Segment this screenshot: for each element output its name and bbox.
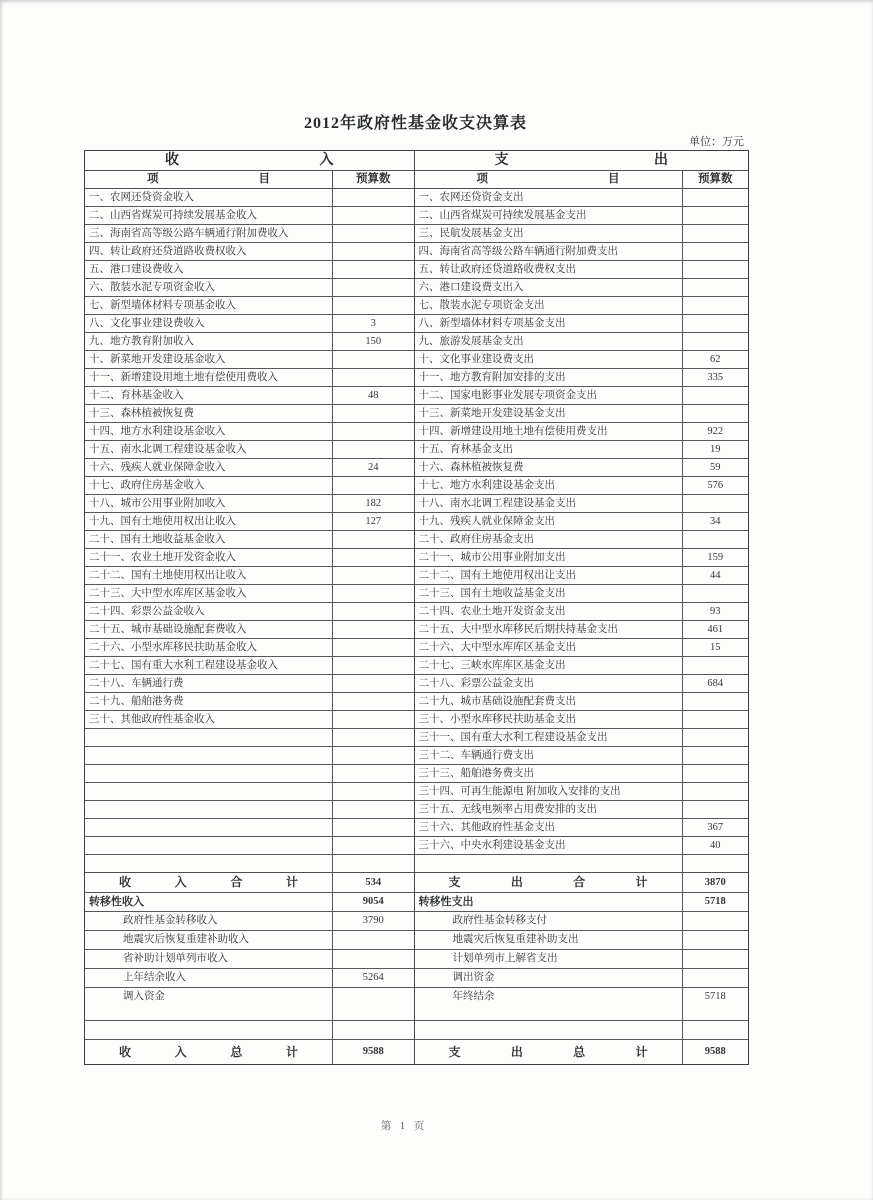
blank-row (85, 1006, 414, 1021)
table-row (415, 513, 749, 531)
row-value (683, 855, 749, 872)
row-label: 二十九、船舶港务费 (85, 693, 333, 710)
table-subrow (415, 912, 749, 931)
row-label: 二十五、大中型水库移民后期扶持基金支出 (415, 621, 683, 638)
row-value (333, 603, 414, 620)
row-value (683, 747, 749, 764)
row-value (683, 693, 749, 710)
row-label (85, 729, 333, 746)
table-row (415, 459, 749, 477)
expense-subheader (415, 171, 749, 189)
row-value: 576 (707, 480, 724, 491)
expense-grand-label: 支出总计 (415, 1040, 683, 1064)
table-row (415, 765, 749, 783)
row-value (333, 207, 414, 224)
table-row (85, 801, 414, 819)
table-row (85, 423, 414, 441)
subrow-value (683, 931, 749, 949)
table-row (85, 243, 414, 261)
row-value (333, 747, 414, 764)
row-label: 三十三、船舶港务费支出 (415, 765, 683, 782)
row-value (683, 207, 749, 224)
subrow-label: 计划单列市上解省支出 (415, 950, 683, 968)
expense-grand-value: 9588 (704, 1046, 726, 1057)
row-value: 461 (707, 624, 724, 635)
transfer-expense-row (415, 893, 749, 912)
income-subheader (85, 171, 414, 189)
row-value (333, 243, 414, 260)
row-label: 三十一、国有重大水利工程建设基金支出 (415, 729, 683, 746)
subrow-value: 5718 (704, 991, 726, 1002)
budget-table (84, 150, 749, 1065)
row-value (333, 837, 414, 854)
subrow-label: 地震灾后恢复重建补助支出 (415, 931, 683, 949)
row-label: 十一、地方教育附加安排的支出 (415, 369, 683, 386)
income-item-header: 项目 (85, 171, 333, 188)
row-label: 十六、森林植被恢复费 (415, 459, 683, 476)
table-row (415, 387, 749, 405)
table-row (415, 315, 749, 333)
subrow-label: 上年结余收入 (85, 969, 333, 987)
subrow-label: 地震灾后恢复重建补助收入 (85, 931, 333, 949)
transfer-income-subrows (85, 912, 414, 1006)
row-value: 159 (707, 552, 724, 563)
table-subrow (415, 931, 749, 950)
row-label: 十六、残疾人就业保障金收入 (85, 459, 333, 476)
row-label: 二十四、彩票公益金收入 (85, 603, 333, 620)
page-title: 2012年政府性基金收支决算表 (303, 115, 527, 132)
row-value (333, 279, 414, 296)
row-value: 59 (710, 462, 721, 473)
row-value: 182 (365, 498, 382, 509)
table-row (415, 639, 749, 657)
table-row (85, 189, 414, 207)
row-value (333, 297, 414, 314)
table-row (85, 567, 414, 585)
table-row (415, 855, 749, 872)
table-row (85, 855, 414, 872)
expense-budget-header: 预算数 (698, 173, 733, 185)
table-row (85, 657, 414, 675)
row-label: 二十二、国有土地使用权出让支出 (415, 567, 683, 584)
blank-row (415, 1006, 749, 1021)
row-label: 八、文化事业建设费收入 (85, 315, 333, 332)
row-label: 二十五、城市基础设施配套费收入 (85, 621, 333, 638)
table-row (85, 495, 414, 513)
expense-rows (415, 189, 749, 872)
income-section (85, 151, 414, 1064)
expense-total-row (415, 872, 749, 893)
row-label: 十四、地方水利建设基金收入 (85, 423, 333, 440)
row-label: 五、转让政府还贷道路收费权支出 (415, 261, 683, 278)
table-row (85, 585, 414, 603)
table-row (85, 765, 414, 783)
table-row (85, 297, 414, 315)
row-label: 十四、新增建设用地土地有偿使用费支出 (415, 423, 683, 440)
row-value: 24 (368, 462, 379, 473)
row-label: 二十六、大中型水库库区基金支出 (415, 639, 683, 656)
row-label: 三十六、中央水利建设基金支出 (415, 837, 683, 854)
expense-grand-row (415, 1040, 749, 1064)
table-row (415, 585, 749, 603)
row-value (683, 261, 749, 278)
subrow-value: 3790 (362, 915, 384, 926)
blank-row (415, 1021, 749, 1040)
row-label: 二十、国有土地收益基金收入 (85, 531, 333, 548)
income-total-label: 收入合计 (85, 873, 333, 892)
subrow-label: 省补助计划单列市收入 (85, 950, 333, 968)
subrow-value (333, 931, 414, 949)
row-value (333, 405, 414, 422)
row-value: 3 (370, 318, 376, 329)
row-value: 93 (710, 606, 721, 617)
row-label: 十、文化事业建设费支出 (415, 351, 683, 368)
row-label: 五、港口建设费收入 (85, 261, 333, 278)
row-value (683, 783, 749, 800)
row-value (333, 531, 414, 548)
table-row (85, 405, 414, 423)
row-label: 二十四、农业土地开发资金支出 (415, 603, 683, 620)
row-label: 二十三、大中型水库库区基金收入 (85, 585, 333, 602)
row-label: 二十六、小型水库移民扶助基金收入 (85, 639, 333, 656)
row-value (333, 567, 414, 584)
row-label: 三、民航发展基金支出 (415, 225, 683, 242)
row-label: 一、农网还贷资金支出 (415, 189, 683, 206)
row-label: 十九、残疾人就业保障金支出 (415, 513, 683, 530)
row-label: 三十四、可再生能源电 附加收入安排的支出 (415, 783, 683, 800)
table-row (415, 495, 749, 513)
row-value: 150 (365, 336, 382, 347)
income-grand-value: 9588 (362, 1046, 384, 1057)
table-row (85, 837, 414, 855)
row-label: 四、海南省高等级公路车辆通行附加费支出 (415, 243, 683, 260)
row-value (333, 261, 414, 278)
row-label (415, 855, 683, 872)
table-row (415, 657, 749, 675)
row-label (85, 801, 333, 818)
table-row (85, 207, 414, 225)
row-value (333, 675, 414, 692)
income-budget-header: 预算数 (356, 173, 391, 185)
table-subrow (85, 950, 414, 969)
table-row (85, 675, 414, 693)
row-value (683, 387, 749, 404)
row-value (333, 639, 414, 656)
table-row (85, 513, 414, 531)
table-row (415, 477, 749, 495)
row-label: 二十八、彩票公益金支出 (415, 675, 683, 692)
row-value (683, 315, 749, 332)
table-row (85, 459, 414, 477)
row-label: 二十、政府住房基金支出 (415, 531, 683, 548)
row-value (683, 225, 749, 242)
table-row (415, 801, 749, 819)
row-value (683, 333, 749, 350)
table-subrow (85, 969, 414, 988)
row-label: 九、地方教育附加收入 (85, 333, 333, 350)
table-row (415, 819, 749, 837)
row-value: 48 (368, 390, 379, 401)
table-row (85, 603, 414, 621)
row-label: 九、旅游发展基金支出 (415, 333, 683, 350)
row-label: 十七、政府住房基金收入 (85, 477, 333, 494)
table-row (85, 369, 414, 387)
income-total-value: 534 (365, 877, 382, 888)
row-label: 二、山西省煤炭可持续发展基金收入 (85, 207, 333, 224)
row-value (683, 531, 749, 548)
table-row (85, 225, 414, 243)
row-label (85, 765, 333, 782)
table-row (415, 747, 749, 765)
table-row (415, 207, 749, 225)
row-label: 十二、国家电影事业发展专项资金支出 (415, 387, 683, 404)
subrow-label: 政府性基金转移收入 (85, 912, 333, 930)
row-value (683, 405, 749, 422)
expense-item-header: 项目 (415, 171, 683, 188)
row-value (683, 297, 749, 314)
subrow-value (333, 950, 414, 968)
income-header: 收入 (85, 151, 414, 171)
row-label: 十三、森林植被恢复费 (85, 405, 333, 422)
subrow-label: 年终结余 (415, 988, 683, 1006)
row-value (683, 765, 749, 782)
table-subrow (415, 988, 749, 1006)
table-row (415, 603, 749, 621)
row-label: 三十五、无线电频率占用费安排的支出 (415, 801, 683, 818)
table-row (415, 297, 749, 315)
row-label: 十七、地方水利建设基金支出 (415, 477, 683, 494)
row-value (333, 765, 414, 782)
row-value (683, 711, 749, 728)
table-row (85, 729, 414, 747)
row-value: 34 (710, 516, 721, 527)
transfer-income-value: 9054 (362, 896, 384, 907)
table-row (85, 315, 414, 333)
table-row (415, 225, 749, 243)
table-row (85, 441, 414, 459)
row-value (333, 351, 414, 368)
row-value (333, 369, 414, 386)
row-label: 十八、南水北调工程建设基金支出 (415, 495, 683, 512)
row-value (333, 549, 414, 566)
table-subrow (85, 931, 414, 950)
row-value (683, 657, 749, 674)
row-value (683, 585, 749, 602)
row-label: 十一、新增建设用地土地有偿使用费收入 (85, 369, 333, 386)
table-row (85, 549, 414, 567)
table-row (415, 531, 749, 549)
subrow-value (683, 950, 749, 968)
row-label (85, 855, 333, 872)
table-subrow (85, 912, 414, 931)
table-row (415, 423, 749, 441)
table-row (415, 261, 749, 279)
transfer-expense-label: 转移性支出 (415, 893, 683, 911)
income-grand-label: 收入总计 (85, 1040, 333, 1064)
row-value (333, 585, 414, 602)
table-row (415, 351, 749, 369)
row-value: 922 (707, 426, 724, 437)
row-value (683, 495, 749, 512)
table-row (85, 621, 414, 639)
row-label: 二十九、城市基础设施配套费支出 (415, 693, 683, 710)
row-label (85, 819, 333, 836)
row-value: 40 (710, 840, 721, 851)
row-label: 四、转让政府还贷道路收费权收入 (85, 243, 333, 260)
table-row (415, 405, 749, 423)
transfer-income-row (85, 893, 414, 912)
row-value (333, 189, 414, 206)
row-value (683, 189, 749, 206)
row-label: 十、新菜地开发建设基金收入 (85, 351, 333, 368)
row-label: 十五、育林基金支出 (415, 441, 683, 458)
table-row (415, 675, 749, 693)
row-label (85, 783, 333, 800)
row-value: 335 (707, 372, 724, 383)
row-label: 三十、小型水库移民扶助基金支出 (415, 711, 683, 728)
table-row (415, 783, 749, 801)
row-label: 三十六、其他政府性基金支出 (415, 819, 683, 836)
subrow-value (683, 912, 749, 930)
row-label: 三、海南省高等级公路车辆通行附加费收入 (85, 225, 333, 242)
table-subrow (415, 950, 749, 969)
table-row (85, 351, 414, 369)
table-row (415, 711, 749, 729)
table-row (85, 711, 414, 729)
income-total-row (85, 872, 414, 893)
row-value: 62 (710, 354, 721, 365)
row-value (333, 801, 414, 818)
row-value (333, 441, 414, 458)
row-label: 六、港口建设费支出入 (415, 279, 683, 296)
row-label: 十八、城市公用事业附加收入 (85, 495, 333, 512)
row-value (683, 279, 749, 296)
row-value (683, 801, 749, 818)
table-row (415, 837, 749, 855)
subrow-value (333, 988, 414, 1006)
row-label: 十二、育林基金收入 (85, 387, 333, 404)
income-rows (85, 189, 414, 872)
blank-row (85, 1021, 414, 1040)
expense-section (414, 151, 749, 1064)
table-row (85, 747, 414, 765)
row-value (683, 729, 749, 746)
page-number: 第 1 页 (380, 1121, 428, 1132)
table-row (415, 243, 749, 261)
expense-total-label: 支出合计 (415, 873, 683, 892)
row-value (333, 693, 414, 710)
row-label: 三十、其他政府性基金收入 (85, 711, 333, 728)
row-value (333, 783, 414, 800)
table-subrow (85, 988, 414, 1006)
table-row (85, 477, 414, 495)
table-row (415, 441, 749, 459)
expense-header: 支出 (415, 151, 749, 171)
row-label: 十五、南水北调工程建设基金收入 (85, 441, 333, 458)
unit-label: 单位：万元 (689, 136, 744, 148)
table-row (415, 333, 749, 351)
row-value: 44 (710, 570, 721, 581)
row-value (333, 225, 414, 242)
row-value: 127 (365, 516, 382, 527)
row-value: 367 (707, 822, 724, 833)
subrow-label: 政府性基金转移支付 (415, 912, 683, 930)
row-label: 三十二、车辆通行费支出 (415, 747, 683, 764)
row-value (333, 423, 414, 440)
row-label: 二十三、国有土地收益基金支出 (415, 585, 683, 602)
table-row (85, 693, 414, 711)
row-value: 684 (707, 678, 724, 689)
table-row (415, 729, 749, 747)
row-value: 19 (710, 444, 721, 455)
transfer-expense-value: 5718 (704, 896, 726, 907)
row-value (333, 621, 414, 638)
table-row (415, 279, 749, 297)
table-row (85, 387, 414, 405)
table-row (85, 819, 414, 837)
table-row (415, 567, 749, 585)
row-value (333, 729, 414, 746)
row-value (333, 711, 414, 728)
row-label: 二十一、农业土地开发资金收入 (85, 549, 333, 566)
table-row (85, 333, 414, 351)
row-label: 七、新型墙体材料专项基金收入 (85, 297, 333, 314)
subrow-label: 调出资金 (415, 969, 683, 987)
row-label: 六、散装水泥专项资金收入 (85, 279, 333, 296)
table-subrow (415, 969, 749, 988)
row-label: 十三、新菜地开发建设基金支出 (415, 405, 683, 422)
table-row (85, 531, 414, 549)
subrow-value (683, 969, 749, 987)
income-grand-row (85, 1040, 414, 1064)
row-label (85, 747, 333, 764)
transfer-expense-subrows (415, 912, 749, 1006)
table-row (415, 693, 749, 711)
row-label: 二十八、车辆通行费 (85, 675, 333, 692)
subrow-value: 5264 (362, 972, 384, 983)
table-row (85, 279, 414, 297)
row-value (683, 243, 749, 260)
table-row (415, 621, 749, 639)
table-row (415, 189, 749, 207)
row-label: 二十一、城市公用事业附加支出 (415, 549, 683, 566)
row-label (85, 837, 333, 854)
row-value (333, 477, 414, 494)
row-label: 一、农网还贷资金收入 (85, 189, 333, 206)
row-label: 十九、国有土地使用权出让收入 (85, 513, 333, 530)
row-label: 八、新型墙体材料专项基金支出 (415, 315, 683, 332)
table-row (415, 369, 749, 387)
row-label: 二十七、三峡水库库区基金支出 (415, 657, 683, 674)
subrow-label: 调入资金 (85, 988, 333, 1006)
row-value (333, 819, 414, 836)
table-row (415, 549, 749, 567)
table-row (85, 639, 414, 657)
row-label: 二、山西省煤炭可持续发展基金支出 (415, 207, 683, 224)
row-value (333, 657, 414, 674)
expense-total-value: 3870 (704, 877, 726, 888)
table-row (85, 261, 414, 279)
row-value (333, 855, 414, 872)
row-label: 二十七、国有重大水利工程建设基金收入 (85, 657, 333, 674)
row-value: 15 (710, 642, 721, 653)
table-row (85, 783, 414, 801)
row-label: 七、散装水泥专项资金支出 (415, 297, 683, 314)
transfer-income-label: 转移性收入 (85, 893, 333, 911)
row-label: 二十二、国有土地使用权出让收入 (85, 567, 333, 584)
